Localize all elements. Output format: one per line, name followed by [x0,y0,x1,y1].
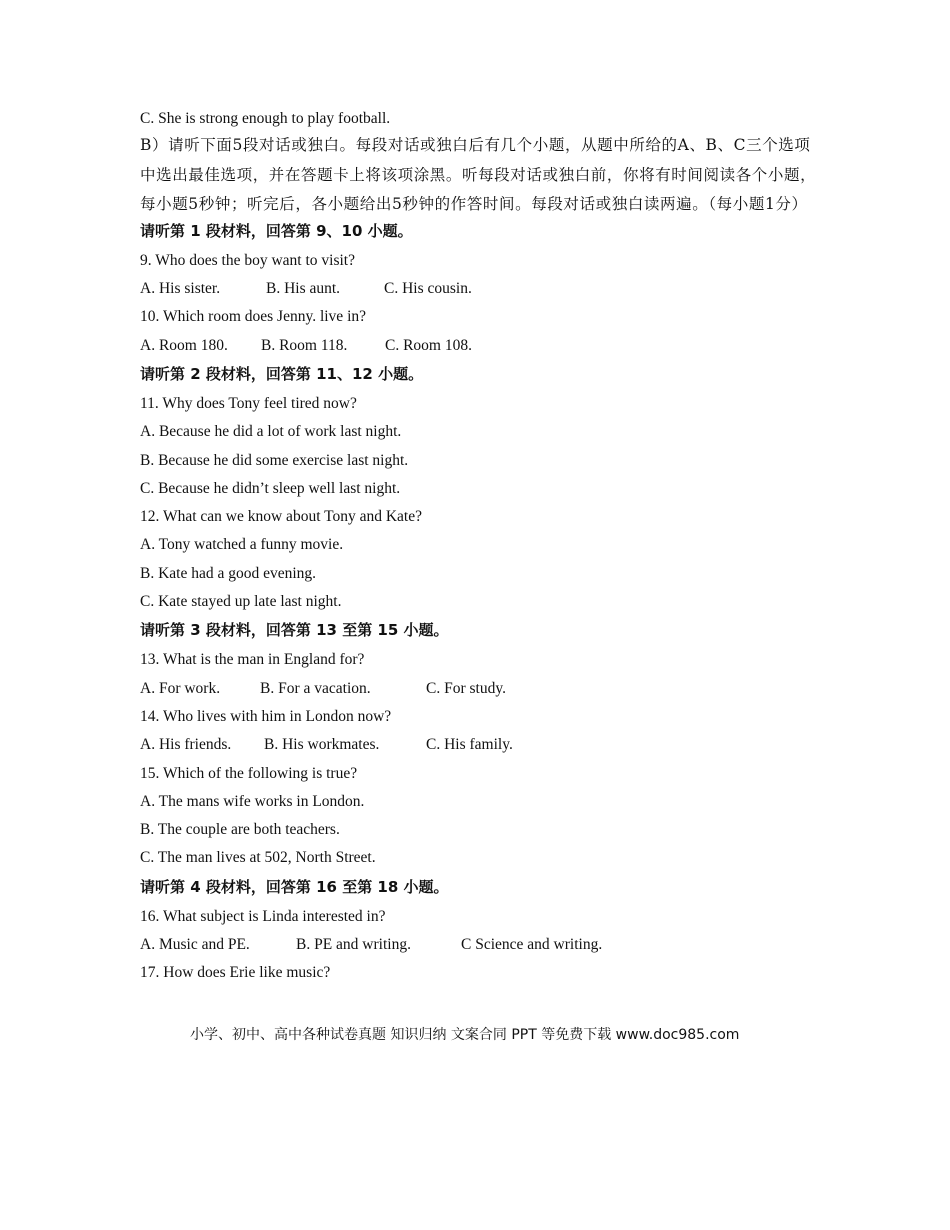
option-b: B. His workmates. [264,736,380,754]
section-heading-2: 请听第 2 段材料，回答第 11、12 小题。 [140,364,424,383]
exam-content [140,109,820,992]
question-15-option-b: B. The couple are both teachers. [140,821,340,839]
section-heading-1: 请听第 1 段材料，回答第 9、10 小题。 [140,221,413,240]
question-10: 10. Which room does Jenny. live in? [140,308,366,326]
option-c: C. Room 108. [385,336,472,354]
question-11: 11. Why does Tony feel tired now? [140,394,357,412]
option-a: A. Music and PE. [140,936,250,954]
question-17: 17. How does Erie like music? [140,964,331,982]
option-b: B. PE and writing. [296,936,411,954]
question-14: 14. Who lives with him in London now? [140,707,392,725]
question-13: 13. What is the man in England for? [140,651,365,669]
question-9: 9. Who does the boy want to visit? [140,251,355,269]
question-12-option-b: B. Kate had a good evening. [140,564,317,582]
section-heading-3: 请听第 3 段材料，回答第 13 至第 15 小题。 [140,621,449,640]
question-16: 16. What subject is Linda interested in? [140,907,386,925]
option-c: C. For study. [426,679,506,697]
section-heading-4: 请听第 4 段材料，回答第 16 至第 18 小题。 [140,877,449,896]
question-13-options [140,679,820,699]
question-10-options [140,336,820,356]
question-15-option-a: A. The mans wife works in London. [140,792,365,810]
option-b: B. For a vacation. [260,679,371,697]
question-15: 15. Which of the following is true? [140,764,358,782]
option-a: A. His friends. [140,736,232,754]
option-c: C Science and writing. [461,936,603,954]
question-9-options [140,279,820,299]
option-c: C. His family. [426,736,513,754]
question-14-options [140,735,820,755]
option-a: A. His sister. [140,280,221,298]
option-line: C. She is strong enough to play football. [140,110,391,127]
option-b: B. Room 118. [261,336,348,354]
question-16-options [140,935,820,955]
option-a: A. For work. [140,679,221,697]
question-11-option-b: B. Because he did some exercise last night. [140,451,409,469]
question-12-option-c: C. Kate stayed up late last night. [140,593,342,611]
section-instructions: B）请听下面5段对话或独白。每段对话或独白后有几个小题，从题中所给的A、B、C三个选项中选出最佳选项，并在答题卡上将该项涂黑。听每段对话或独白前，你将有时间阅读各个小题，每小题5秒钟；听完后，各小题给出5秒钟的作答时间。每段对话或独白读两遍。（每小题1分） [140,136,817,214]
option-c: C. His cousin. [384,280,472,298]
question-11-option-c: C. Because he didn’t sleep well last night. [140,479,401,497]
question-11-option-a: A. Because he did a lot of work last night. [140,423,402,441]
question-15-option-c: C. The man lives at 502, North Street. [140,849,376,867]
option-b: B. His aunt. [266,280,341,298]
option-a: A. Room 180. [140,336,228,354]
question-12: 12. What can we know about Tony and Kate? [140,508,422,526]
page-footer: 小学、初中、高中各种试卷真题 知识归纳 文案合同 PPT 等免费下载 www.doc985.com [190,1027,740,1043]
question-12-option-a: A. Tony watched a funny movie. [140,536,344,554]
